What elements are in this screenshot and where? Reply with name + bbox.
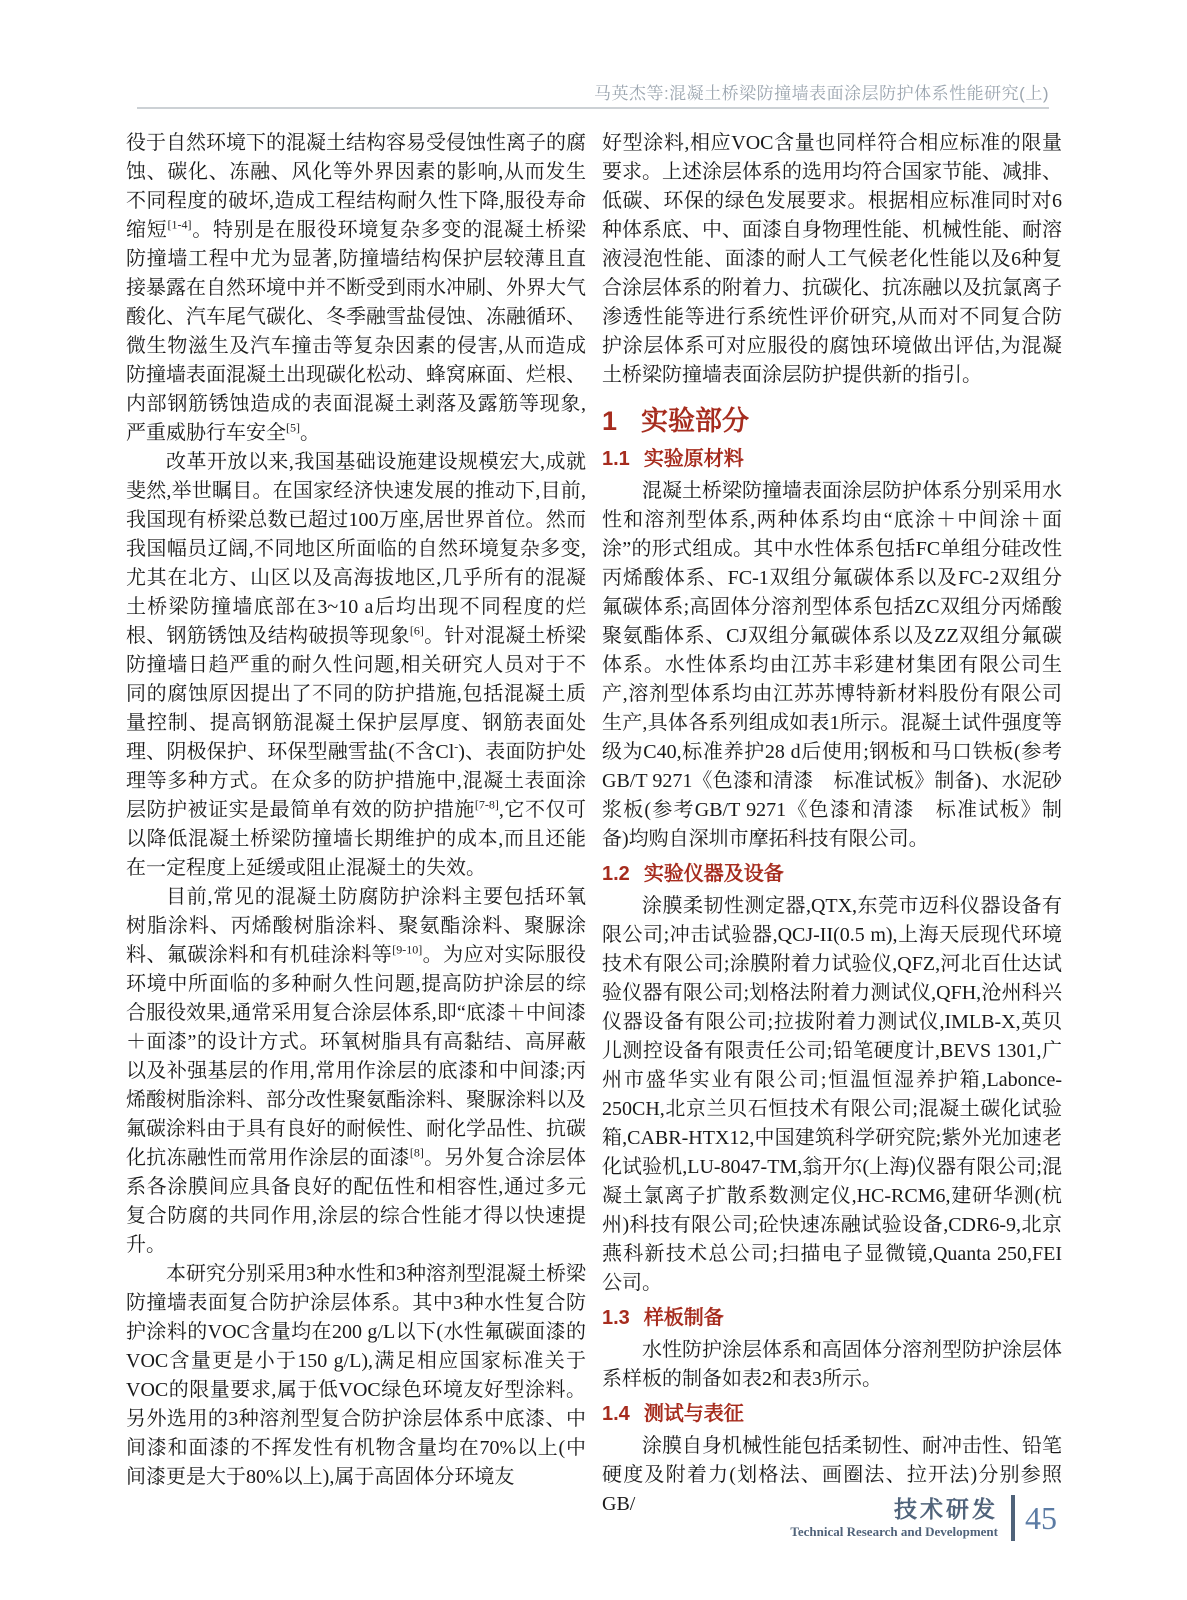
paragraph: 本研究分别采用3种水性和3种溶剂型混凝土桥梁防撞墙表面复合防护涂层体系。其中3种水性复合防护涂料的VOC含量均在200 g/L以下(水性氟碳面漆的VOC含量更是小于150 g/L),满足相应国家标准关于VOC的限量要求,属于低VOC绿色环境友好型涂料。另外选用的3种溶剂型复合防护涂层体系中底漆、中间漆和面漆的不挥发性有机物含量均在70%以上(中间漆更是大于80%以上),属于高固体分环境友 bbox=[126, 1263, 586, 1488]
section-heading-1 bbox=[602, 404, 1062, 438]
section-title: 样板制备 bbox=[643, 1307, 724, 1329]
footer-section-title-cn: 技术研发 bbox=[894, 1496, 998, 1522]
paragraph: 水性防护涂层体系和高固体分溶剂型防护涂层体系样板的制备如表2和表3所示。 bbox=[602, 1339, 1062, 1390]
paragraph: 好型涂料,相应VOC含量也同样符合相应标准的限量要求。上述涂层体系的选用均符合国家节能、减排、低碳、环保的绿色发展要求。根据相应标准同时对6种体系底、中、面漆自身物理性能、机械性能、耐溶液浸泡性能、面漆的耐人工气候老化性能以及6种复合涂层体系的附着力、抗碳化、抗冻融以及抗氯离子渗透性能等进行系统性评价研究,从而对不同复合防护涂层体系可对应服役的腐蚀环境做出评估,为混凝土桥梁防撞墙表面涂层防护提供新的指引。 bbox=[602, 132, 1062, 386]
section-number: 1.1 bbox=[602, 448, 630, 470]
section-number: 1.3 bbox=[602, 1307, 630, 1329]
paragraph: 涂膜自身机械性能包括柔韧性、耐冲击性、铅笔硬度及附着力(划格法、画圈法、拉开法)分别参照GB/ bbox=[602, 1435, 1062, 1515]
section-heading-1-1 bbox=[602, 446, 1062, 472]
footer-divider-bar bbox=[1011, 1495, 1015, 1541]
header-rule bbox=[137, 107, 1049, 109]
paragraph: 涂膜柔韧性测定器,QTX,东莞市迈科仪器设备有限公司;冲击试验器,QCJ-II(0.5 m),上海天辰现代环境技术有限公司;涂膜附着力试验仪,QFZ,河北百仕达试验仪器有限公司;划格法附着力测试仪,QFH,沧州科兴仪器设备有限公司;拉拔附着力测试仪,IMLB-X,英贝儿测控设备有限责任公司;铅笔硬度计,BEVS 1301,广州市盛华实业有限公司;恒温恒湿养护箱,Labonce-250CH,北京兰贝石恒技术有限公司;混凝土碳化试验箱,CABR-HTX12,中国建筑科学研究院;紫外光加速老化试验机,LU-8047-TM,翁开尔(上海)仪器有限公司;混凝土氯离子扩散系数测定仪,HC-RCM6,建研华测(杭州)科技有限公司;砼快速冻融试验设备,CDR6-9,北京燕科新技术总公司;扫描电子显微镜,Quanta 250,FEI 公司。 bbox=[602, 895, 1062, 1294]
paragraph: 改革开放以来,我国基础设施建设规模宏大,成就斐然,举世瞩目。在国家经济快速发展的推动下,目前,我国现有桥梁总数已超过100万座,居世界首位。然而我国幅员辽阔,不同地区所面临的自然环境复杂多变,尤其在北方、山区以及高海拔地区,几乎所有的混凝土桥梁防撞墙底部在3~10 a后均出现不同程度的烂根、钢筋锈蚀及结构破损等现象[6]。针对混凝土桥梁防撞墙日趋严重的耐久性问题,相关研究人员对于不同的腐蚀原因提出了不同的防护措施,包括混凝土质量控制、提高钢筋混凝土保护层厚度、钢筋表面处理、阴极保护、环保型融雪盐(不含Cl-)、表面防护处理等多种方式。在众多的防护措施中,混凝土表面涂层防护被证实是最简单有效的防护措施[7-8],它不仅可以降低混凝土桥梁防撞墙长期维护的成本,而且还能在一定程度上延缓或阻止混凝土的失效。 bbox=[126, 451, 587, 879]
section-heading-1-4 bbox=[602, 1401, 1062, 1427]
section-number: 1.4 bbox=[602, 1403, 630, 1425]
section-heading-1-2 bbox=[602, 861, 1062, 887]
section-number: 1.2 bbox=[602, 863, 630, 885]
article-body bbox=[126, 129, 1062, 1519]
paragraph: 役于自然环境下的混凝土结构容易受侵蚀性离子的腐蚀、碳化、冻融、风化等外界因素的影响,从而发生不同程度的破坏,造成工程结构耐久性下降,服役寿命缩短[1-4]。特别是在服役环境复杂多变的混凝土桥梁防撞墙工程中尤为显著,防撞墙结构保护层较薄且直接暴露在自然环境中并不断受到雨水冲刷、外界大气酸化、汽车尾气碳化、冬季融雪盐侵蚀、冻融循环、微生物滋生及汽车撞击等复杂因素的侵害,从而造成防撞墙表面混凝土出现碳化松动、蜂窝麻面、烂根、内部钢筋锈蚀造成的表面混凝土剥落及露筋等现象,严重威胁行车安全[5]。 bbox=[126, 132, 587, 444]
running-title: 马英杰等:混凝土桥梁防撞墙表面涂层防护体系性能研究(上) bbox=[593, 84, 1049, 103]
right-column bbox=[602, 129, 1062, 1519]
footer-section-block bbox=[790, 1496, 998, 1540]
section-title: 实验仪器及设备 bbox=[643, 863, 784, 885]
section-title: 测试与表征 bbox=[643, 1403, 744, 1425]
section-heading-1-3 bbox=[602, 1305, 1062, 1331]
page-number: 45 bbox=[1025, 1500, 1057, 1536]
paragraph: 混凝土桥梁防撞墙表面涂层防护体系分别采用水性和溶剂型体系,两种体系均由“底涂＋中间涂＋面涂”的形式组成。其中水性体系包括FC单组分硅改性丙烯酸体系、FC-1双组分氟碳体系以及FC-2双组分氟碳体系;高固体分溶剂型体系包括ZC双组分丙烯酸聚氨酯体系、CJ双组分氟碳体系以及ZZ双组分氟碳体系。水性体系均由江苏丰彩建材集团有限公司生产,溶剂型体系均由江苏苏博特新材料股份有限公司生产,具体各系列组成如表1所示。混凝土试件强度等级为C40,标准养护28 d后使用;钢板和马口铁板(参考GB/T 9271《色漆和清漆 标准试板》制备)、水泥砂浆板(参考GB/T 9271《色漆和清漆 标准试板》制备)均购自深圳市摩拓科技有限公司。 bbox=[602, 480, 1062, 850]
footer-section-title-en: Technical Research and Development bbox=[790, 1524, 998, 1539]
page-footer bbox=[790, 1495, 1057, 1541]
section-title: 实验原材料 bbox=[643, 448, 744, 470]
section-title: 实验部分 bbox=[641, 406, 750, 436]
left-column bbox=[126, 129, 586, 1519]
section-number: 1 bbox=[602, 406, 618, 436]
paragraph: 目前,常见的混凝土防腐防护涂料主要包括环氧树脂涂料、丙烯酸树脂涂料、聚氨酯涂料、聚脲涂料、氟碳涂料和有机硅涂料等[9-10]。为应对实际服役环境中所面临的多种耐久性问题,提高防护涂层的综合服役效果,通常采用复合涂层体系,即“底漆＋中间漆＋面漆”的设计方式。环氧树脂具有高黏结、高屏蔽以及补强基层的作用,常用作涂层的底漆和中间漆;丙烯酸树脂涂料、部分改性聚氨酯涂料、聚脲涂料以及氟碳涂料由于具有良好的耐候性、耐化学品性、抗碳化抗冻融性而常用作涂层的面漆[8]。另外复合涂层体系各涂膜间应具备良好的配伍性和相容性,通过多元复合防腐的共同作用,涂层的综合性能才得以快速提升。 bbox=[126, 886, 587, 1256]
